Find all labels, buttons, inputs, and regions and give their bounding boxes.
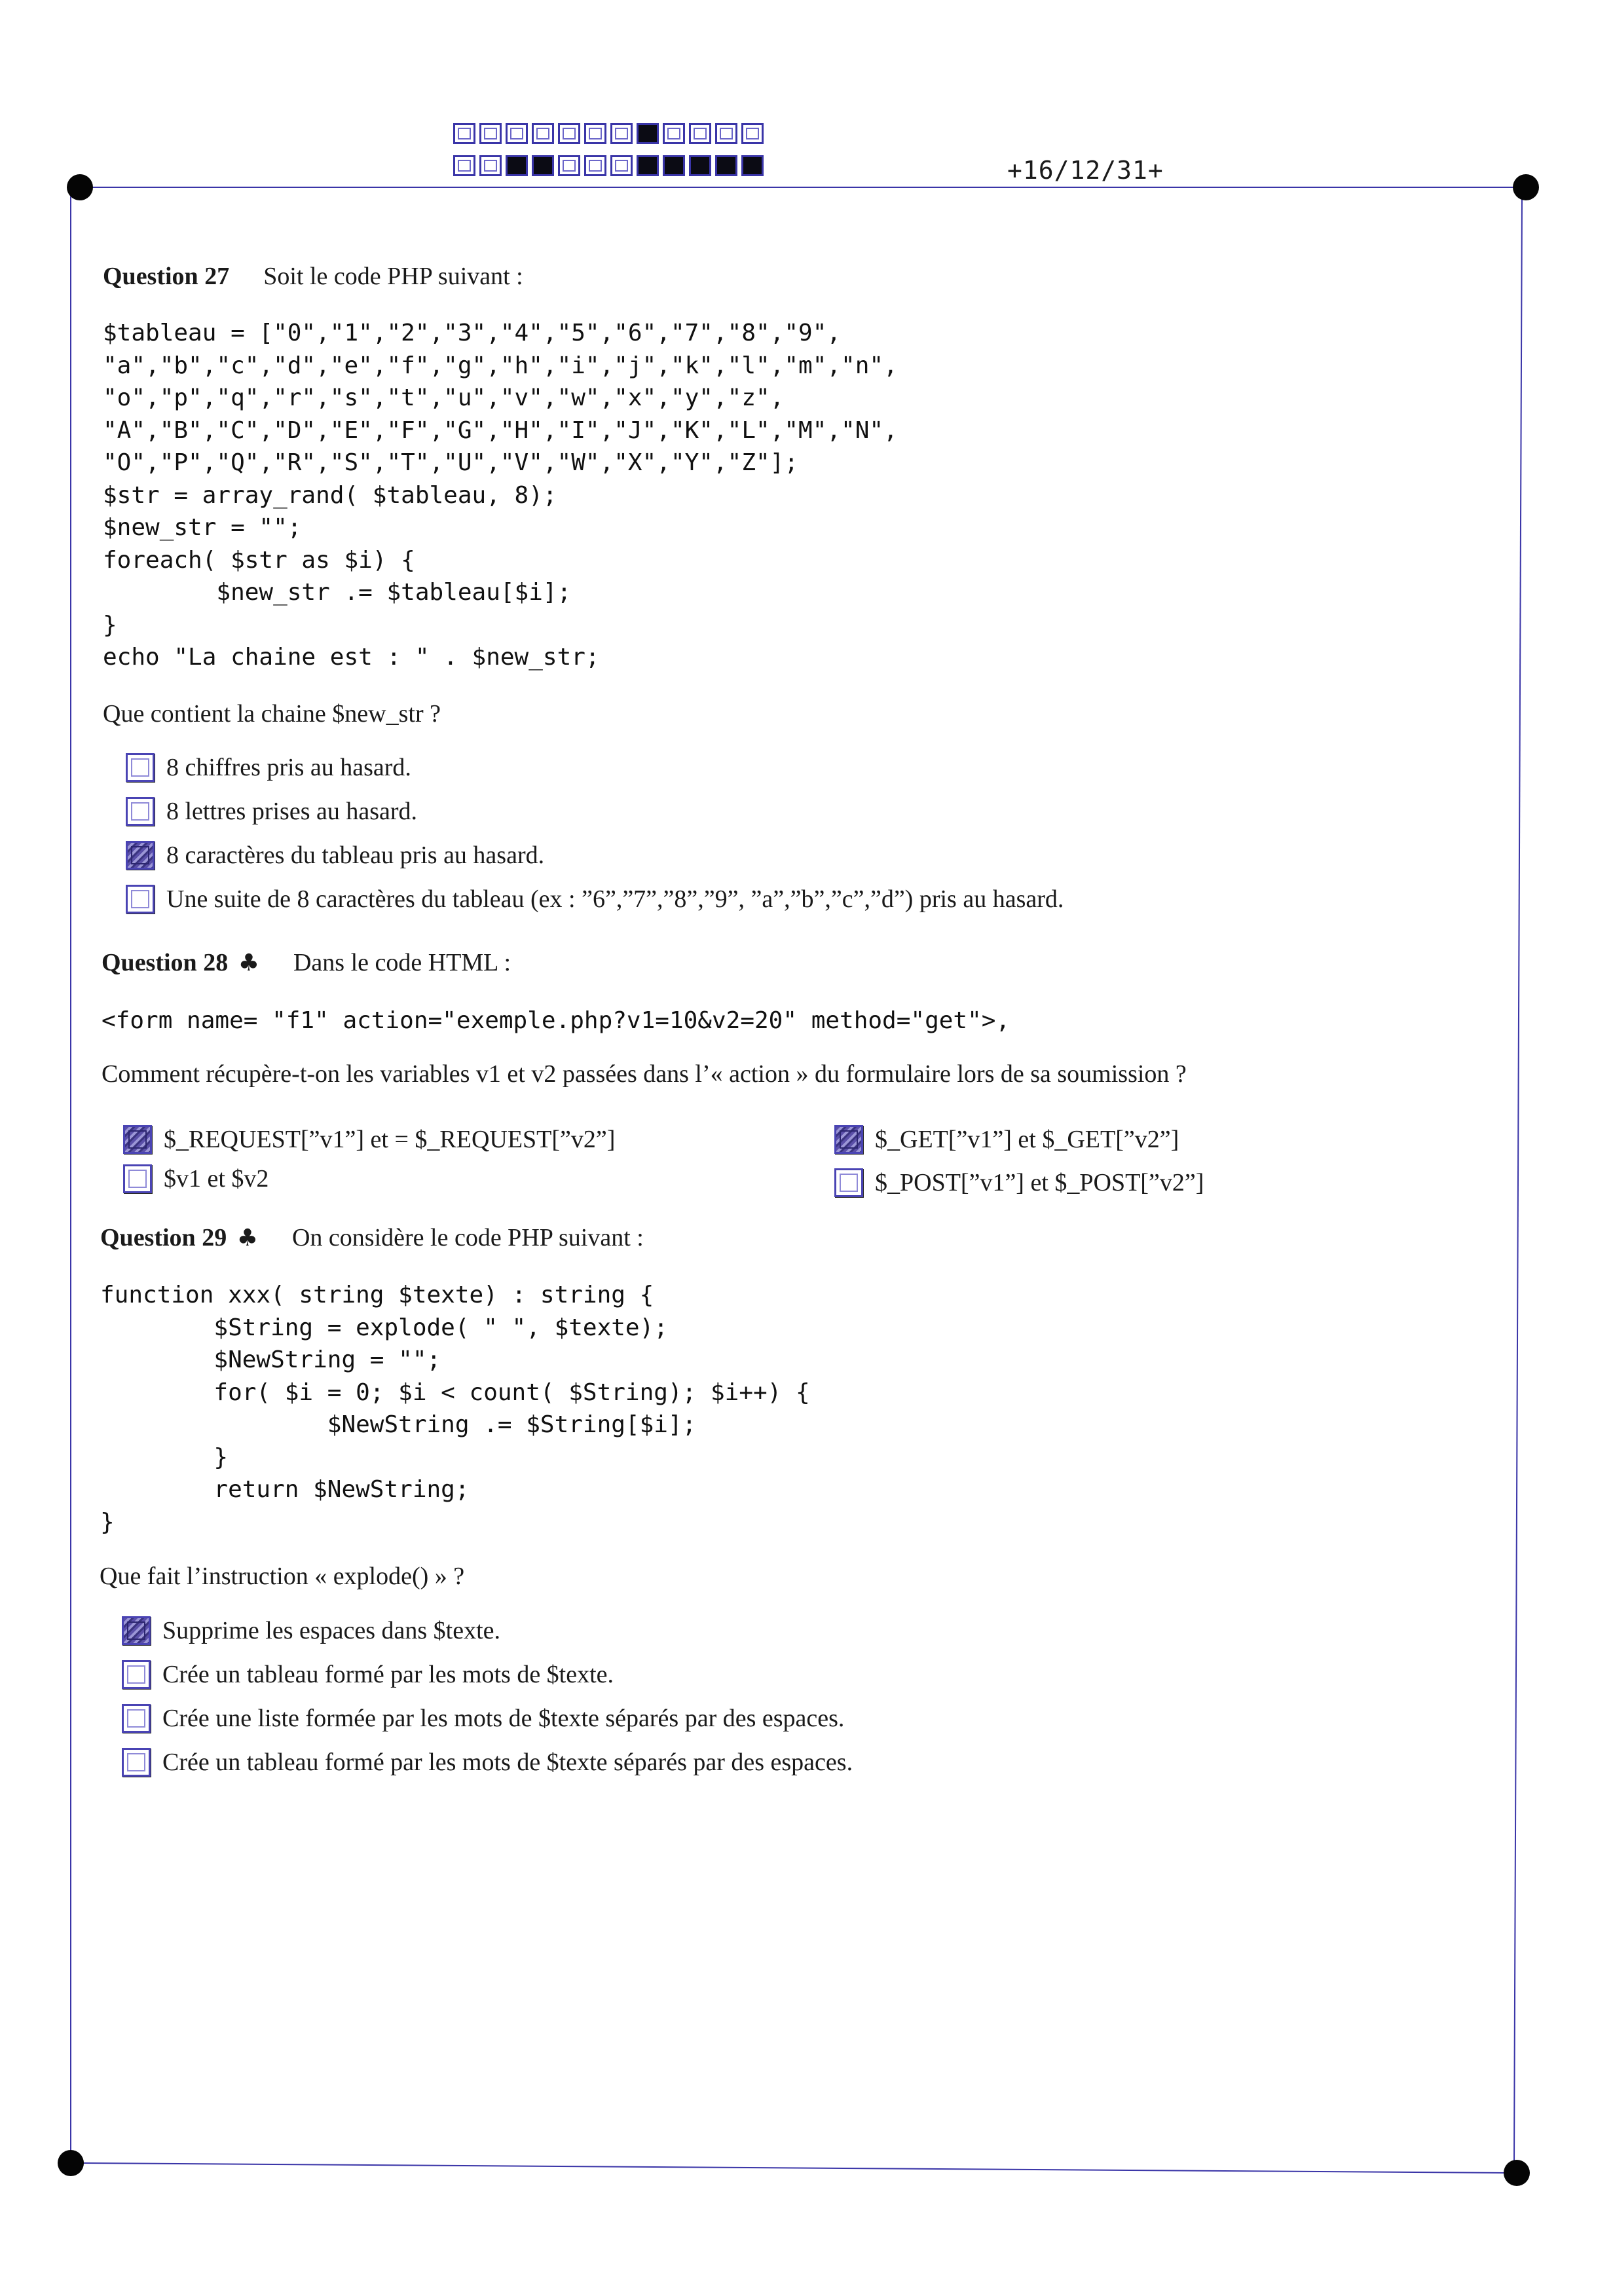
id-box [715, 123, 737, 144]
answer-label: $_GET[”v1”] et $_GET[”v2”] [875, 1126, 1179, 1153]
q28-answer-d[interactable] [834, 1168, 1204, 1197]
answer-label: Supprime les espaces dans $texte. [162, 1617, 501, 1644]
club-icon: ♣ [238, 950, 259, 976]
answer-label: $v1 et $v2 [164, 1165, 269, 1193]
id-boxes-row-2 [453, 155, 768, 176]
id-box [715, 155, 737, 176]
q28-code [102, 1005, 1010, 1037]
q28-header [102, 948, 511, 977]
q29-answer-a[interactable] [122, 1616, 500, 1645]
q29-answer-c[interactable] [122, 1704, 844, 1733]
id-box [663, 155, 685, 176]
code-line: $tableau = ["0","1","2","3","4","5","6","7","8","9", [103, 320, 842, 346]
checkbox[interactable] [122, 1704, 151, 1733]
code-line: $String = explode( " ", $texte); [100, 1314, 668, 1341]
answer-label: Crée un tableau formé par les mots de $texte. [162, 1661, 614, 1688]
q27-code [103, 317, 898, 674]
answer-label: 8 lettres prises au hasard. [166, 798, 418, 825]
id-box [558, 123, 580, 144]
code-line: function xxx( string $texte) : string { [100, 1282, 654, 1308]
id-box [610, 123, 633, 144]
code-line: echo "La chaine est : " . $new_str; [103, 644, 600, 671]
q27-answer-c[interactable] [126, 841, 544, 870]
id-box [479, 123, 502, 144]
q29-code [100, 1279, 810, 1538]
id-box [689, 155, 711, 176]
answer-label: Une suite de 8 caractères du tableau (ex : ”6”,”7”,”8”,”9”, ”a”,”b”,”c”,”d”) pris au hasard. [166, 885, 1064, 913]
code-line: "o","p","q","r","s","t","u","v","w","x","y","z", [103, 384, 785, 411]
code-line: $str = array_rand( $tableau, 8); [103, 481, 557, 509]
q28-answer-c[interactable] [123, 1164, 269, 1193]
answer-label: $_POST[”v1”] et $_POST[”v2”] [875, 1169, 1204, 1196]
q29-question: Que fait l’instruction « explode() » ? [100, 1563, 465, 1590]
id-box [532, 123, 554, 144]
q27-prompt: Soit le code PHP suivant : [263, 263, 523, 290]
q28-number-text: Question 28 [102, 949, 229, 976]
q28-question: Comment récupère-t-on les variables v1 et v2 passées dans l’« action » du formulaire lors de sa soumission ? [102, 1060, 1187, 1088]
q29-number-text: Question 29 [100, 1224, 227, 1251]
q27-header [103, 262, 523, 291]
code-line: $new_str .= $tableau[$i]; [103, 579, 572, 606]
q27-answer-b[interactable] [126, 797, 417, 826]
corner-mark-bottom-left [58, 2150, 84, 2176]
q29-answer-d[interactable] [122, 1748, 853, 1777]
corner-mark-top-left [67, 174, 93, 200]
code-line: foreach( $str as $i) { [103, 546, 415, 574]
corner-mark-top-right [1513, 174, 1539, 200]
id-box [663, 123, 685, 144]
id-box [506, 123, 528, 144]
q28-prompt: Dans le code HTML : [293, 949, 511, 976]
q28-answer-a[interactable] [123, 1125, 615, 1154]
code-line: $new_str = ""; [103, 514, 302, 541]
checkbox[interactable] [126, 841, 155, 870]
answer-label: 8 chiffres pris au hasard. [166, 754, 411, 781]
id-box [584, 155, 606, 176]
code-line: } [100, 1508, 115, 1536]
id-box [637, 155, 659, 176]
code-line: for( $i = 0; $i < count( $String); $i++) { [100, 1379, 810, 1406]
id-box [637, 123, 659, 144]
checkbox[interactable] [122, 1616, 151, 1645]
q29-header [100, 1223, 644, 1252]
checkbox[interactable] [126, 885, 155, 914]
id-box [584, 123, 606, 144]
corner-mark-bottom-right [1504, 2160, 1530, 2186]
id-box [479, 155, 502, 176]
checkbox[interactable] [123, 1164, 152, 1193]
page-id: +16/12/31+ [1007, 156, 1164, 185]
q29-answer-b[interactable] [122, 1660, 614, 1689]
code-line: "O","P","Q","R","S","T","U","V","W","X","Y","Z"]; [103, 449, 799, 476]
id-box [506, 155, 528, 176]
id-box [532, 155, 554, 176]
q29-prompt: On considère le code PHP suivant : [291, 1224, 644, 1251]
code-line: $NewString = ""; [100, 1346, 441, 1373]
id-box [741, 123, 764, 144]
q28-answer-b[interactable] [834, 1125, 1179, 1154]
id-boxes-row-1 [453, 123, 768, 144]
answer-label: $_REQUEST[”v1”] et = $_REQUEST[”v2”] [164, 1126, 616, 1153]
q27-answer-a[interactable] [126, 753, 411, 782]
checkbox[interactable] [122, 1660, 151, 1689]
answer-label: Crée une liste formée par les mots de $texte séparés par des espaces. [162, 1705, 845, 1732]
answer-label: Crée un tableau formé par les mots de $texte séparés par des espaces. [162, 1749, 853, 1776]
id-box [610, 155, 633, 176]
checkbox[interactable] [123, 1125, 152, 1154]
id-box [741, 155, 764, 176]
code-line: } [103, 611, 117, 639]
q27-question: Que contient la chaine $new_str ? [103, 700, 441, 728]
checkbox[interactable] [834, 1168, 863, 1197]
id-box [453, 155, 475, 176]
checkbox[interactable] [122, 1748, 151, 1777]
code-line: return $NewString; [100, 1476, 470, 1503]
q27-answer-d[interactable] [126, 885, 1064, 914]
q27-number: Question 27 [103, 263, 230, 290]
club-icon: ♣ [236, 1225, 258, 1251]
code-line: } [100, 1443, 229, 1471]
code-line: $NewString .= $String[$i]; [100, 1411, 697, 1438]
code-line: <form name= "f1" action="exemple.php?v1=10&v2=20" method="get">, [102, 1007, 1010, 1034]
q28-number [102, 949, 259, 976]
checkbox[interactable] [126, 753, 155, 782]
q29-number [100, 1224, 258, 1251]
id-box [689, 123, 711, 144]
id-box [453, 123, 475, 144]
id-box [558, 155, 580, 176]
checkbox[interactable] [126, 797, 155, 826]
answer-label: 8 caractères du tableau pris au hasard. [166, 842, 545, 869]
code-line: "a","b","c","d","e","f","g","h","i","j","k","l","m","n", [103, 352, 898, 379]
code-line: "A","B","C","D","E","F","G","H","I","J","K","L","M","N", [103, 417, 898, 444]
checkbox[interactable] [834, 1125, 863, 1154]
